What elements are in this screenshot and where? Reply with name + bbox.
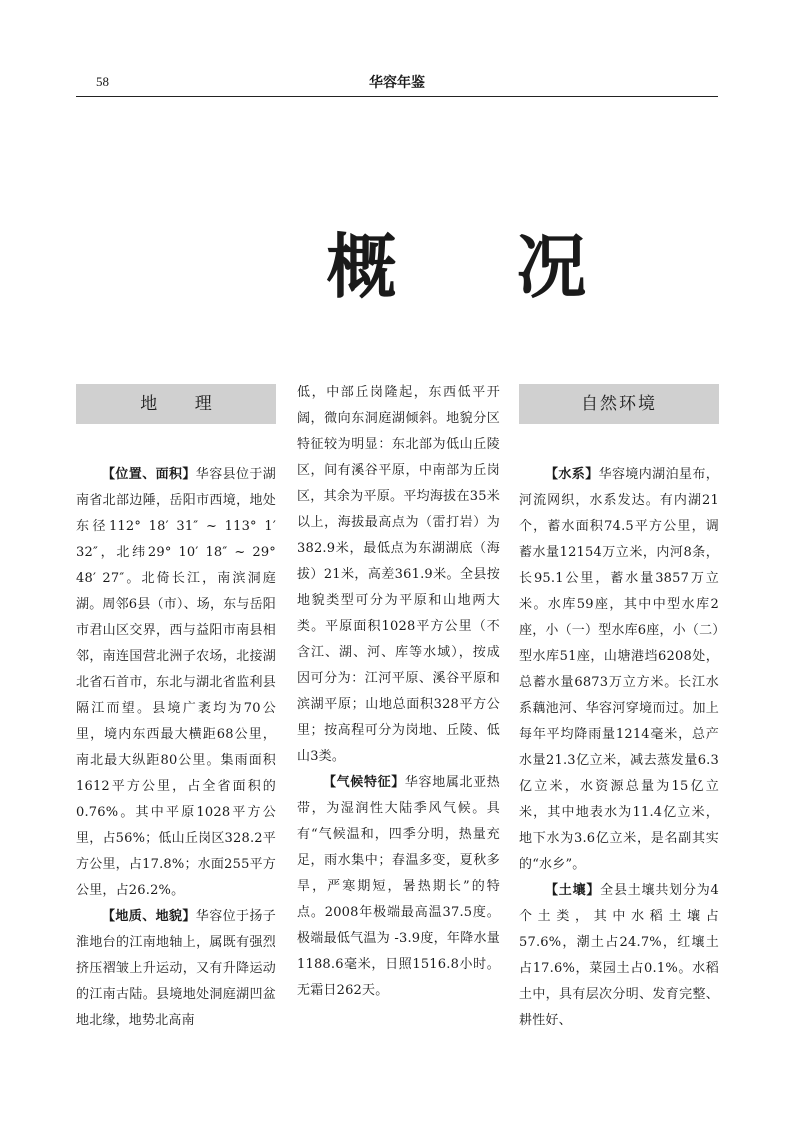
section-heading-environment: 自然环境 [519,384,719,424]
paragraph-soil [519,878,719,1034]
paragraph-water [519,462,719,878]
page-number: 58 [96,74,109,89]
column-1 [76,384,276,1034]
paragraph-label: 【气候特征】 [323,775,405,790]
paragraph-geology [76,904,276,1034]
paragraph-text: 华容位于扬子淮地台的江南地轴上，属既有强烈挤压褶皱上升运动，又有升降运动的江南古陆。县境地处洞庭湖凹盆地北缘，地势北高南 [76,909,276,1028]
paragraph-text: 华容境内湖泊星布，河流网织，水系发达。有内湖21个，蓄水面积74.5平方公里，调蓄水量12154万立米，内河8条，长95.1公里，蓄水量3857万立米。水库59座，其中中型水库2座，小（一）型水库6座，小（二）型水库51座，山塘港垱6208处，总蓄水量6873万立方米。长江水系藕池河、华容河穿境而过。加上每年平均降雨量1214毫米，总产水量21.3亿立米，减去蒸发量6.3亿立米，水资源总量为15亿立米，其中地表水为11.4亿立米，地下水为3.6亿立米，是名副其实的“水乡”。 [519,467,719,872]
running-title: 华容年鉴 [369,75,425,91]
paragraph-label: 【水系】 [545,467,599,482]
paragraph-text: 低，中部丘岗隆起，东西低平开阔，微向东洞庭湖倾斜。地貌分区特征较为明显：东北部为低山丘陵区，间有溪谷平原，中南部为丘岗区，其余为平原。平均海拔在35米以上，海拔最高点为（雷打岩）为382.9米，最低点为东湖湖底（海拔）21米，高差361.9米。全县按地貌类型可分为平原和山地两大类。平原面积1028平方公里（不含江、湖、河、库等水域），按成因可分为：江河平原、溪谷平原和滨湖平原；山地总面积328平方公里；按高程可分为岗地、丘陵、低山3类。 [297,385,500,764]
chapter-title: 概况 [326,225,707,308]
paragraph-climate [297,770,500,1004]
paragraph-label: 【地质、地貌】 [102,909,196,924]
column-3 [519,384,719,1034]
paragraph-text: 华容地属北亚热带，为湿润性大陆季风气候。具有“气候温和，四季分明，热量充足，雨水集中；春温多变，夏秋多旱，严寒期短，暑热期长”的特点。2008年极端最高温37.5度。极端最低气温为 -3.9度，年降水量1188.6毫米，日照1516.8小时。无霜日262天。 [297,775,501,998]
page-header [76,66,718,97]
paragraph-location [76,462,276,904]
column-2 [297,380,500,1004]
paragraph-label: 【土壤】 [545,883,601,898]
paragraph-geology-continued [297,380,500,770]
section-heading-geography: 地 理 [76,384,276,424]
paragraph-text: 全县土壤共划分为4个土类，其中水稻土壤占57.6%，潮土占24.7%，红壤土占17.6%，菜园土占0.1%。水稻土中，具有层次分明、发育完整、耕性好、 [519,883,719,1028]
paragraph-text: 华容县位于湖南省北部边陲，岳阳市西境，地处东径112° 18′ 31″ ~ 113° 1′ 32″，北纬29° 10′ 18″ ~ 29° 48′ 27″。北倚长江，南滨洞庭湖。周邻6县（市）、场，东与岳阳市君山区交界，西与益阳市南县相邻，南连国营北洲子农场，北接湖北省石首市，东北与湖北省监利县隔江而望。县境广袤均为70公里，境内东西最大横距68公里，南北最大纵距80公里。集雨面积1612平方公里，占全省面积的0.76%。其中平原1028平方公里，占56%；低山丘岗区328.2平方公里，占17.8%；水面255平方公里，占26.2%。 [76,467,276,898]
paragraph-label: 【位置、面积】 [102,467,196,482]
